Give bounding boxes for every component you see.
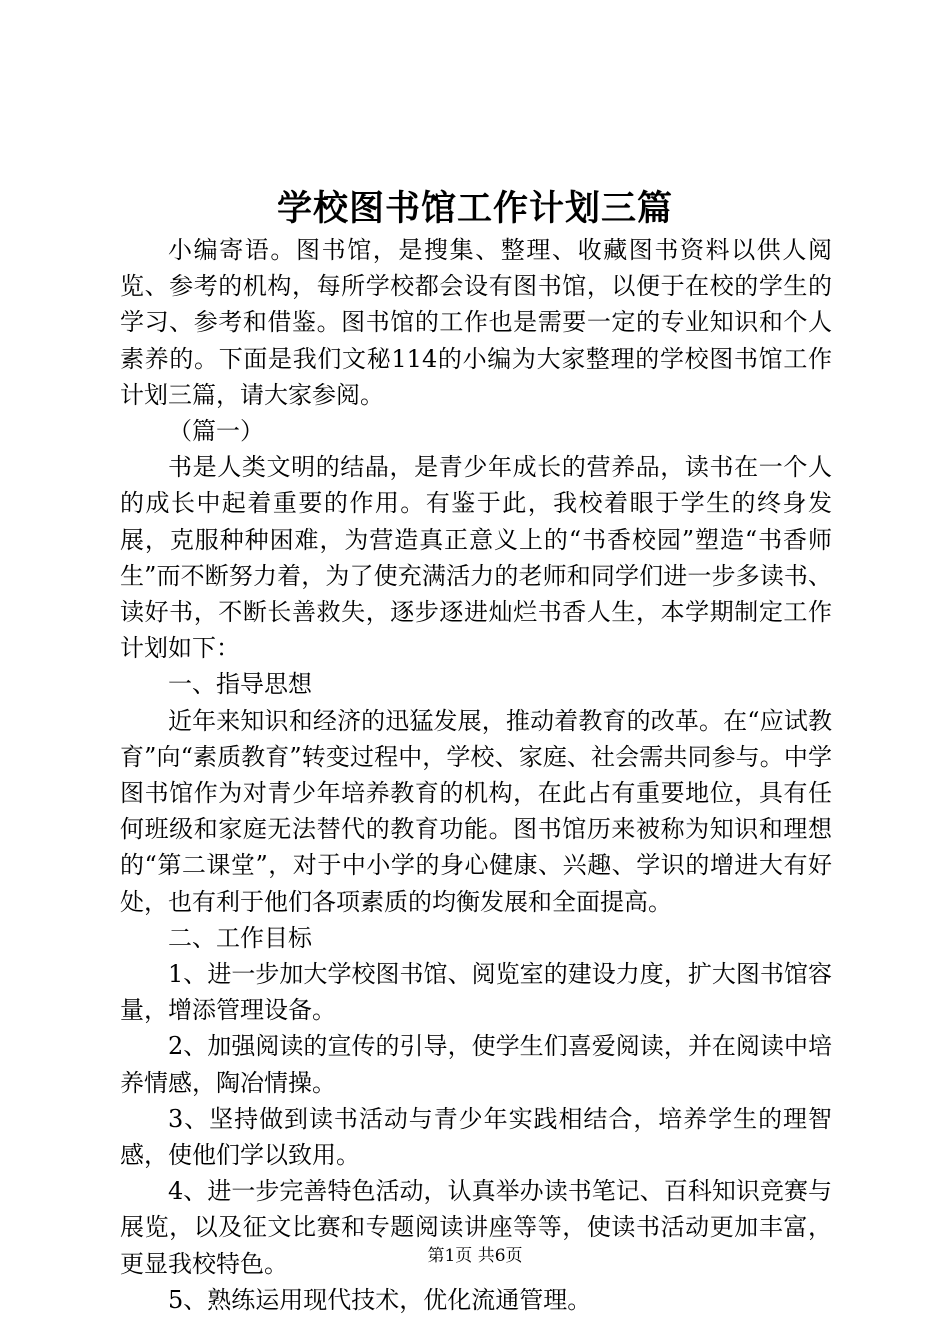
document-title: 学校图书馆工作计划三篇 (276, 188, 673, 229)
goal-item-1: 1、进一步加大学校图书馆、阅览室的建设力度，扩大图书馆容量，增添管理设备。 (120, 960, 832, 1025)
goal-item-4: 4、进一步完善特色活动，认真举办读书笔记、百科知识竞赛与展览，以及征文比赛和专题阅读讲座等等，使读书活动更加丰富，更显我校特色。 (120, 1177, 832, 1278)
part-one-label: （篇一） (168, 417, 264, 446)
guiding-ideology-paragraph: 近年来知识和经济的迅猛发展，推动着教育的改革。在“应试教育”向“素质教育”转变过程中，学校、家庭、社会需共同参与。中学图书馆作为对青少年培养教育的机构，在此占有重要地位，具有任何班级和家庭无法替代的教育功能。图书馆历来被称为知识和理想的“第二课堂”，对于中小学的身心健康、兴趣、学识的增进大有好处，也有利于他们各项素质的均衡发展和全面提高。 (120, 706, 832, 916)
preface-paragraph: 书是人类文明的结晶，是青少年成长的营养品，读书在一个人的成长中起着重要的作用。有鉴于此，我校着眼于学生的终身发展，克服种种困难，为营造真正意义上的“书香校园”塑造“书香师生”而不断努力着，为了使充满活力的老师和同学们进一步多读书、读好书，不断长善救失，逐步逐进灿烂书香人生，本学期制定工作计划如下： (120, 453, 832, 663)
goal-item-2: 2、加强阅读的宣传的引导，使学生们喜爱阅读，并在阅读中培养情感，陶冶情操。 (120, 1032, 832, 1097)
document-body (120, 232, 832, 1318)
goal-item-5: 5、熟练运用现代技术，优化流通管理。 (168, 1285, 592, 1314)
page-footer: 第1页 共6页 (427, 1246, 523, 1266)
intro-paragraph: 小编寄语。图书馆，是搜集、整理、收藏图书资料以供人阅览、参考的机构，每所学校都会设有图书馆，以便于在校的学生的学习、参考和借鉴。图书馆的工作也是需要一定的专业知识和个人素养的。下面是我们文秘114的小编为大家整理的学校图书馆工作计划三篇，请大家参阅。 (120, 236, 832, 409)
goal-item-3: 3、坚持做到读书活动与青少年实践相结合，培养学生的理智感，使他们学以致用。 (120, 1104, 832, 1170)
section-heading-guiding-ideology: 一、指导思想 (168, 670, 312, 699)
section-heading-work-goals: 二、工作目标 (168, 923, 312, 952)
